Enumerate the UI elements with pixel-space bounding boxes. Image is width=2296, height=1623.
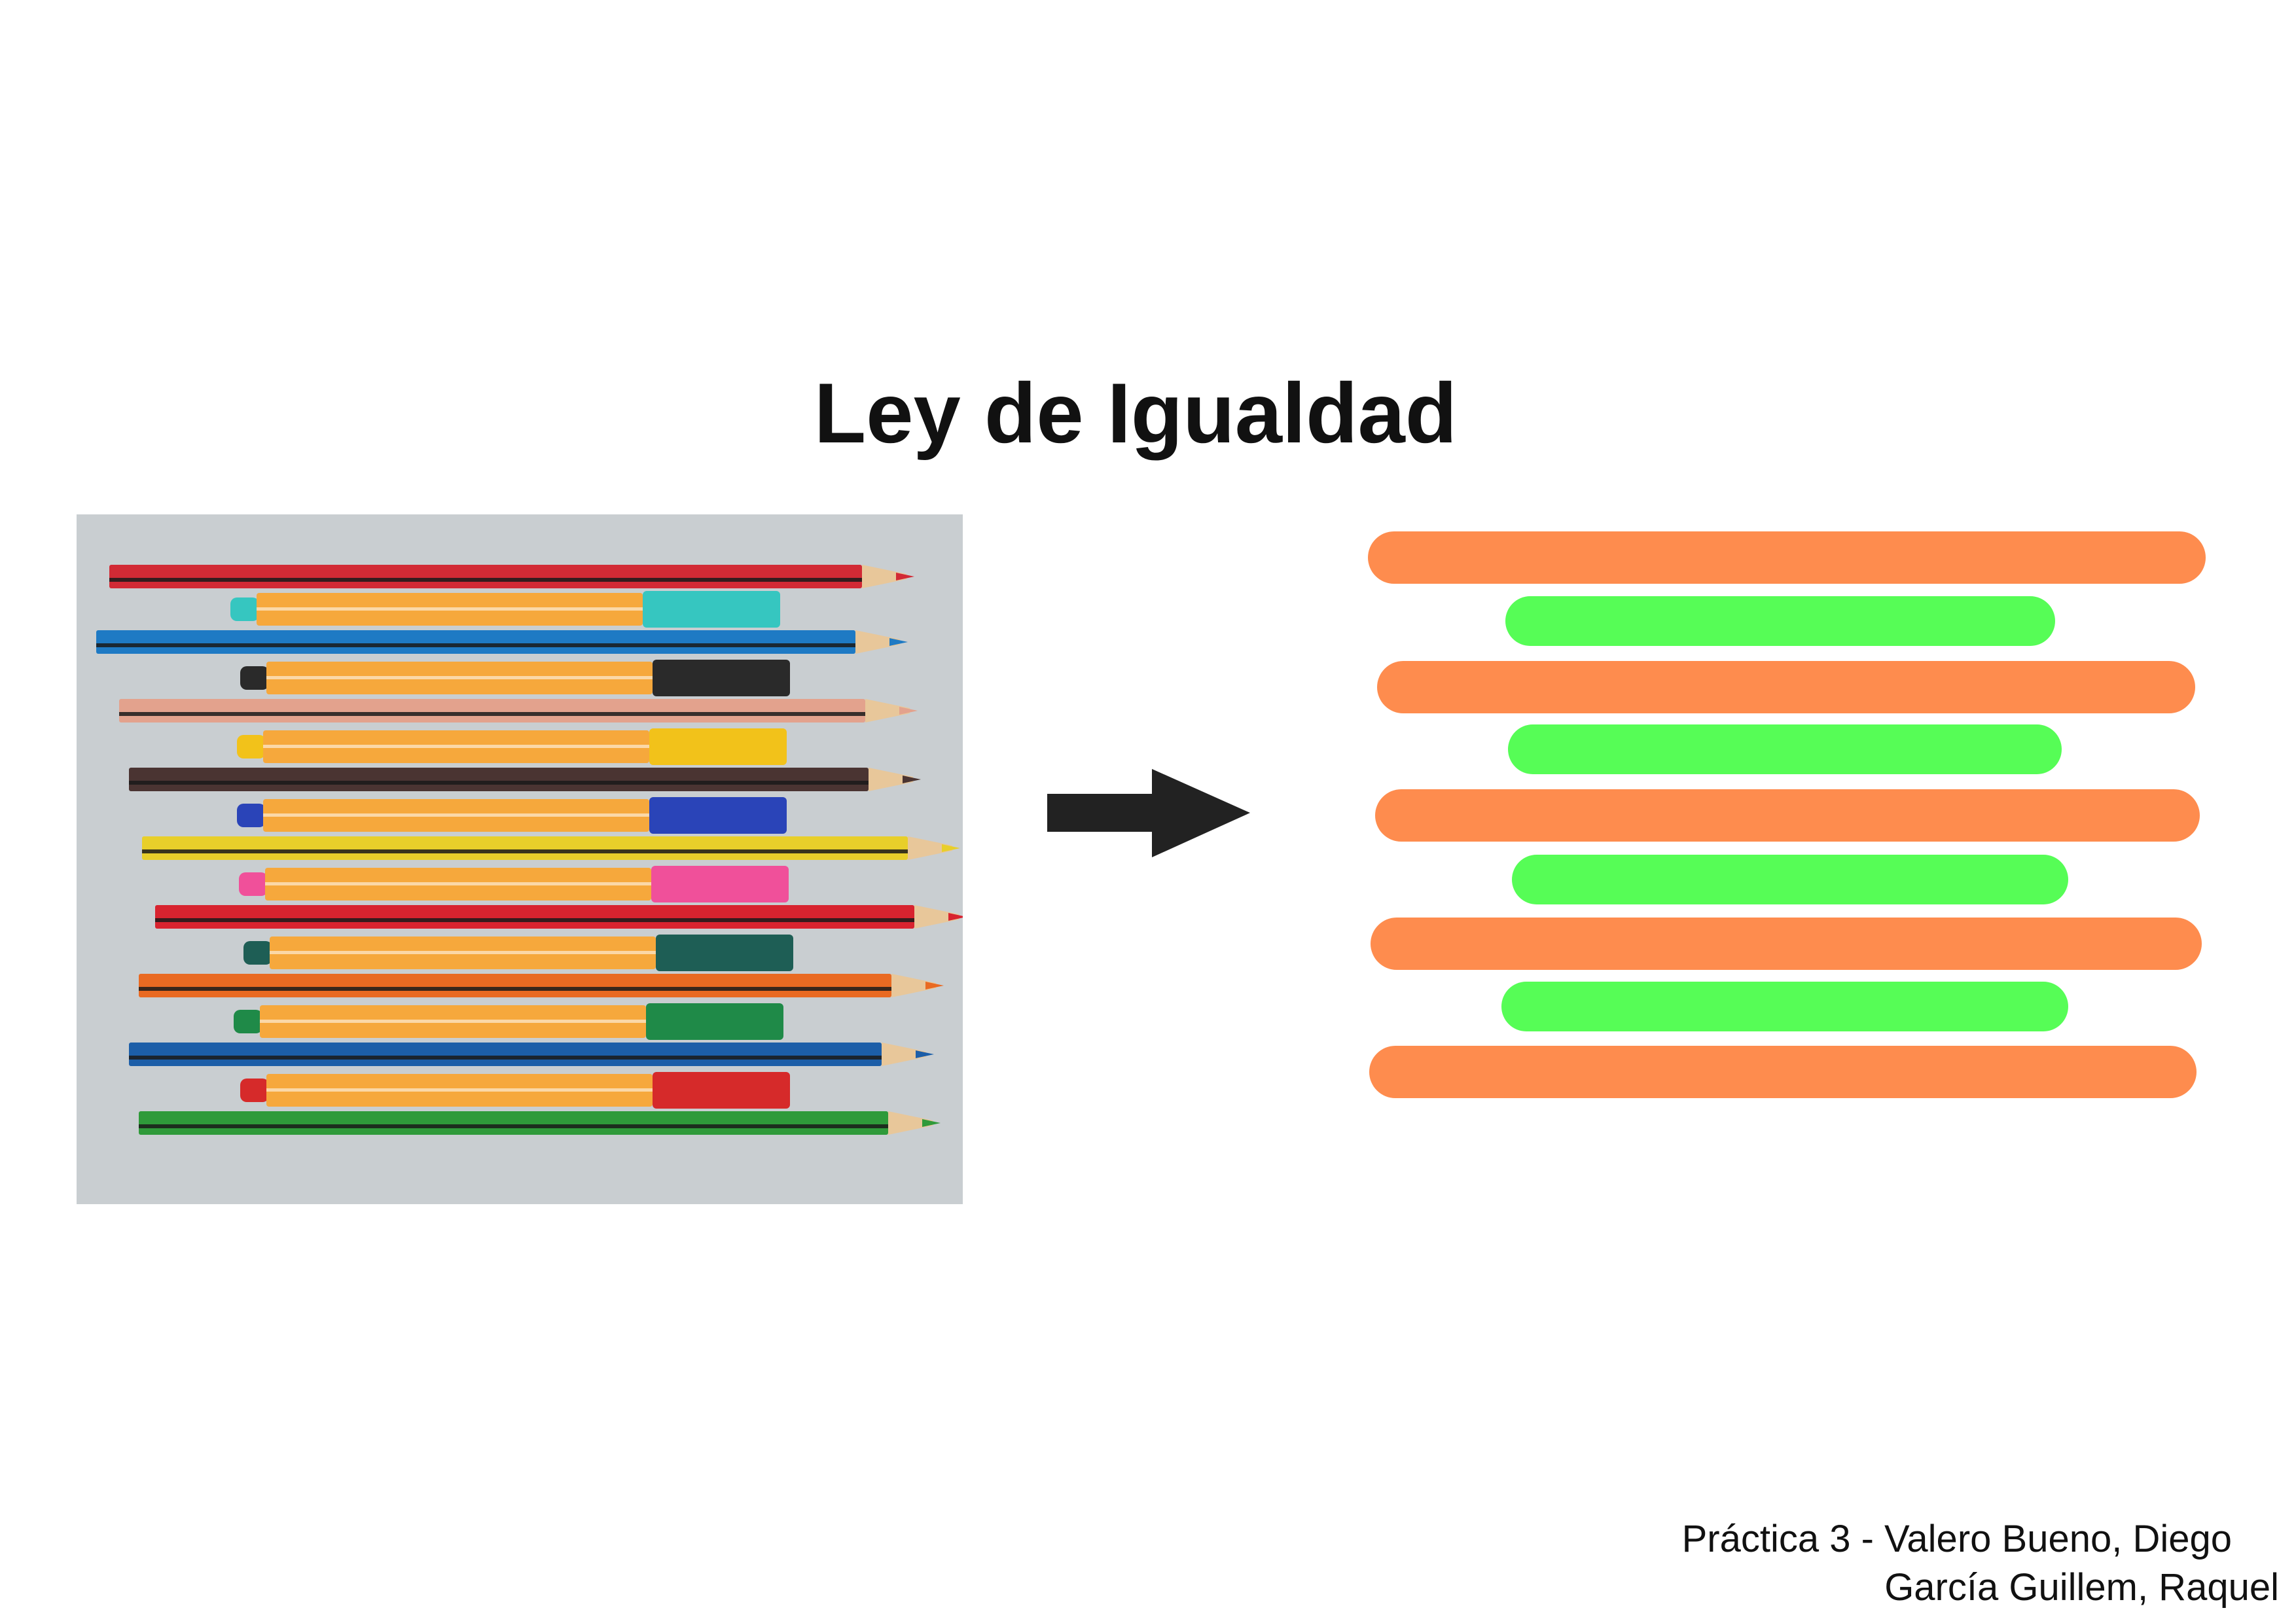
marker: [243, 935, 793, 971]
orange-bar: [1375, 789, 2200, 842]
slide-title: Ley de Igualdad: [814, 365, 1458, 461]
orange-bar: [1377, 661, 2195, 713]
green-bar: [1512, 855, 2068, 904]
equality-diagram: [1361, 527, 2212, 1116]
marker: [237, 797, 787, 834]
pencil: [142, 836, 960, 860]
pencil: [129, 768, 921, 791]
marker: [240, 1072, 790, 1109]
pencils-photo: [77, 514, 963, 1204]
orange-bar: [1369, 1046, 2197, 1098]
pencil: [139, 1111, 941, 1135]
credit-line-2: García Guillem, Raquel: [1884, 1566, 2279, 1609]
marker: [239, 866, 789, 902]
pencil: [155, 905, 963, 929]
credit-line-1: Práctica 3 - Valero Bueno, Diego: [1681, 1518, 2232, 1560]
pencil: [96, 630, 908, 654]
green-bar: [1501, 982, 2068, 1031]
pencil: [129, 1043, 934, 1066]
pencil: [139, 974, 944, 997]
marker: [240, 660, 790, 696]
right-arrow-icon: [1047, 769, 1250, 857]
marker: [234, 1003, 783, 1040]
orange-bar: [1371, 918, 2202, 970]
marker: [230, 591, 780, 628]
orange-bar: [1368, 531, 2206, 584]
marker: [237, 728, 787, 765]
pencil: [109, 565, 914, 588]
pencils-illustration: [77, 514, 963, 1204]
green-bar: [1505, 596, 2055, 646]
pencil: [119, 699, 918, 722]
green-bar: [1508, 724, 2062, 774]
